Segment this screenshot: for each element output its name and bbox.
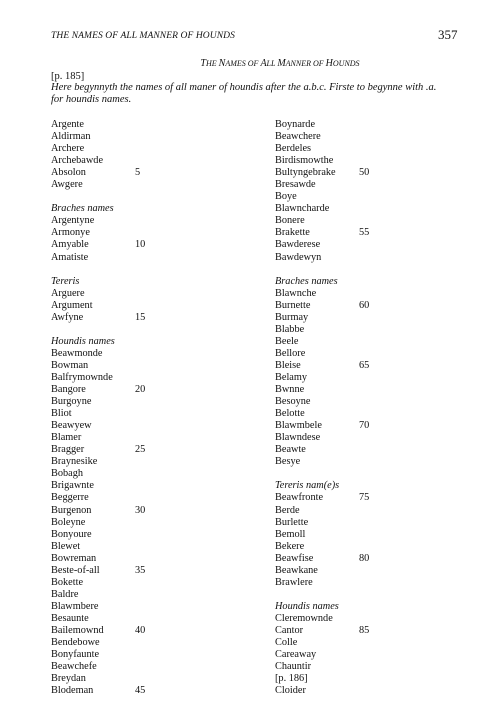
hound-name-line [51,420,211,432]
hound-name-line [275,227,435,239]
hound-name-line [275,312,435,324]
hound-name: Beggerre [51,492,89,504]
hound-name-line [275,239,435,251]
hound-name: Bleise [275,359,301,371]
hound-name: Bliot [51,408,72,420]
hound-name: Amatiste [51,251,89,263]
hound-name-line [51,167,211,179]
hound-name-line [51,492,211,504]
hound-name: Archere [51,143,85,155]
page-number: 357 [438,27,458,42]
hound-name-line [275,215,435,227]
hound-name-line [275,143,435,155]
hound-name-line [275,673,435,685]
hound-name: Cleremownde [275,612,333,624]
hound-name: Blawmbele [275,420,322,432]
hound-name-line [275,505,435,517]
hound-name-line [51,505,211,517]
hound-name: Beawchefe [51,661,97,673]
hound-name-line [275,685,435,697]
hound-name-line [275,577,435,589]
page-reference: [p. 185] [51,71,85,82]
hound-name-line [51,649,211,661]
section-title: THE NAMES OF ALL MANNER OF HOUNDS [200,58,360,69]
hound-name-line [275,360,435,372]
hound-name-line [275,661,435,673]
hound-name-line [275,541,435,553]
hound-name: Bangore [51,384,86,396]
section-heading [51,276,211,288]
hound-name-line [275,444,435,456]
hound-name-line [51,517,211,529]
hound-name: Belamy [275,371,308,383]
hound-name: Absolon [51,167,86,179]
hound-name: Bokette [51,576,84,588]
hound-name: Brawlere [275,576,313,588]
hound-name: Blewet [51,540,81,552]
section-heading-text: Braches names [51,203,114,215]
line-number: 35 [135,564,146,576]
hound-name-line [51,215,211,227]
hound-name-line [275,565,435,577]
blank-line [275,468,435,480]
hound-name-line [275,492,435,504]
hound-name-line [51,565,211,577]
hound-name: Burmay [275,311,309,323]
hound-name: Besye [275,456,301,468]
hound-name-line [51,300,211,312]
hound-name-line [275,649,435,661]
hound-name: Argentyne [51,215,95,227]
right-name-column [275,119,435,697]
hound-name-line [51,589,211,601]
hound-name-line [51,227,211,239]
hound-name-line [275,553,435,565]
section-heading-text: Tereris [51,275,80,287]
hound-name-line [51,480,211,492]
hound-name: Berdeles [275,143,312,155]
hound-name-line [51,673,211,685]
hound-name-line [275,613,435,625]
hound-name-line [51,384,211,396]
section-heading [51,336,211,348]
hound-name: [p. 186] [275,673,308,685]
hound-name-line [51,239,211,251]
hound-name-line [275,203,435,215]
hound-name: Blamer [51,432,82,444]
hound-name: Archebawde [51,155,104,167]
hound-name-line [275,384,435,396]
line-number: 20 [135,384,146,396]
hound-name: Bobagh [51,468,84,480]
hound-name-line [275,420,435,432]
hound-name: Beawyew [51,420,92,432]
hound-name-line [275,252,435,264]
hound-name: Bailemownd [51,624,104,636]
hound-name-line [275,348,435,360]
hound-name-line [275,167,435,179]
hound-name-line [51,372,211,384]
hound-name-line [275,179,435,191]
hound-name: Cloider [275,685,306,697]
hound-name-line [51,553,211,565]
hound-name: Beele [275,335,299,347]
hound-name-line [275,372,435,384]
section-heading-text: Braches names [275,275,338,287]
hound-name: Arguere [51,287,85,299]
hound-name-line [275,288,435,300]
hound-name: Beawfronte [275,492,324,504]
hound-name: Bawdewyn [275,251,322,263]
hound-name-line [51,661,211,673]
hound-name: Berde [275,504,300,516]
hound-name: Beawte [275,444,306,456]
hound-name: Beawfise [275,552,314,564]
hound-name: Burnette [275,299,311,311]
hound-name: Boleyne [51,516,86,528]
hound-name: Blodeman [51,685,94,697]
line-number: 80 [359,552,370,564]
hound-name: Blabbe [275,323,305,335]
hound-name-line [51,613,211,625]
line-number: 75 [359,492,370,504]
hound-name-line [51,468,211,480]
hound-name-line [275,432,435,444]
hound-name: Bultyngebrake [275,167,336,179]
hound-name: Awgere [51,179,83,191]
hound-name: Belotte [275,408,305,420]
line-number: 65 [359,359,370,371]
hound-name: Bawderese [275,239,321,251]
hound-name-line [51,637,211,649]
hound-name-line [51,252,211,264]
hound-name: Burgenon [51,504,92,516]
hound-name-line [275,529,435,541]
hound-name: Bekere [275,540,305,552]
hound-name: Colle [275,637,298,649]
hound-name-line [275,456,435,468]
intro-text: Here begynnyth the names of all maner of houndis after the a.b.c. Firste to begynne with .a. for houndis names. [51,82,437,105]
hound-name: Birdismowthe [275,155,334,167]
hound-name-line [51,685,211,697]
hound-name: Balfrymownde [51,371,113,383]
hound-name-line [275,155,435,167]
line-number: 10 [135,239,146,251]
line-number: 40 [135,624,146,636]
hound-name: Braynesike [51,456,98,468]
section-heading-text: Houndis names [51,335,115,347]
hound-name-line [51,444,211,456]
hound-name: Blawncharde [275,203,330,215]
blank-line [275,589,435,601]
hound-name-line [275,408,435,420]
hound-name-line [51,119,211,131]
section-heading [275,276,435,288]
hound-name: Boye [275,191,297,203]
hound-name: Boynarde [275,119,316,130]
hound-name-line [51,577,211,589]
left-name-column [51,119,211,697]
hound-name-line [275,336,435,348]
hound-name: Breydan [51,673,86,685]
hound-name: Brakette [275,227,310,239]
section-heading [275,480,435,492]
hound-name: Bendebowe [51,637,100,649]
hound-name: Bemoll [275,528,306,540]
hound-name: Brigawnte [51,480,94,492]
hound-name: Bragger [51,444,85,456]
hound-name-line [275,119,435,131]
line-number: 30 [135,504,146,516]
hound-name: Beawkane [275,564,318,576]
hound-name: Bwnne [275,384,305,396]
blank-line [51,191,211,203]
hound-name: Blawmbere [51,600,99,612]
hound-name: Bowreman [51,552,97,564]
hound-name-line [51,348,211,360]
hound-name-line [51,179,211,191]
hound-name-line [51,408,211,420]
hound-name-line [51,312,211,324]
hound-name: Bonere [275,215,305,227]
hound-name-line [51,541,211,553]
section-heading-text: Tereris nam(e)s [275,480,340,492]
section-heading [275,601,435,613]
hound-name: Bowman [51,359,89,371]
hound-name: Bresawde [275,179,316,191]
hound-name: Cantor [275,624,304,636]
hound-name-line [275,396,435,408]
hound-name-line [275,131,435,143]
hound-name: Awfyne [51,311,84,323]
hound-name-line [51,601,211,613]
hound-name: Chauntir [275,661,312,673]
line-number: 85 [359,624,370,636]
line-number: 60 [359,299,370,311]
section-heading-text: Houndis names [275,600,339,612]
hound-name: Burlette [275,516,309,528]
hound-name: Argente [51,119,84,130]
section-heading [51,203,211,215]
hound-name: Beawchere [275,131,321,143]
line-number: 45 [135,685,146,697]
hound-name-line [275,625,435,637]
line-number: 25 [135,444,146,456]
line-number: 55 [359,227,370,239]
hound-name: Besaunte [51,612,89,624]
hound-name-line [51,625,211,637]
hound-name: Careaway [275,649,317,661]
hound-name: Blawnche [275,287,317,299]
hound-name-line [51,456,211,468]
hound-name: Armonye [51,227,90,239]
running-head: THE NAMES OF ALL MANNER OF HOUNDS [51,31,235,41]
line-number: 70 [359,420,370,432]
blank-line [51,324,211,336]
line-number: 50 [359,167,370,179]
hound-name: Aldirman [51,131,91,143]
hound-name: Besoyne [275,396,311,408]
hound-name: Bonyoure [51,528,92,540]
hound-name-line [51,131,211,143]
hound-name: Baldre [51,588,79,600]
hound-name-line [275,191,435,203]
hound-name: Blawndese [275,432,321,444]
hound-name: Amyable [51,239,89,251]
line-number: 5 [135,167,141,179]
hound-name-line [51,432,211,444]
line-number: 15 [135,311,146,323]
hound-name-line [51,360,211,372]
hound-name: Beste-of-all [51,564,100,576]
hound-name-line [51,288,211,300]
blank-line [51,264,211,276]
hound-name-line [51,155,211,167]
hound-name-line [51,529,211,541]
hound-name: Argument [51,299,93,311]
hound-name: Beawmonde [51,347,103,359]
hound-name: Bonyfaunte [51,649,100,661]
hound-name-line [275,324,435,336]
hound-name-line [275,517,435,529]
hound-name-line [51,396,211,408]
hound-name-line [275,300,435,312]
blank-line [275,264,435,276]
hound-name: Bellore [275,347,306,359]
hound-name-line [275,637,435,649]
hound-name: Burgoyne [51,396,92,408]
hound-name-line [51,143,211,155]
